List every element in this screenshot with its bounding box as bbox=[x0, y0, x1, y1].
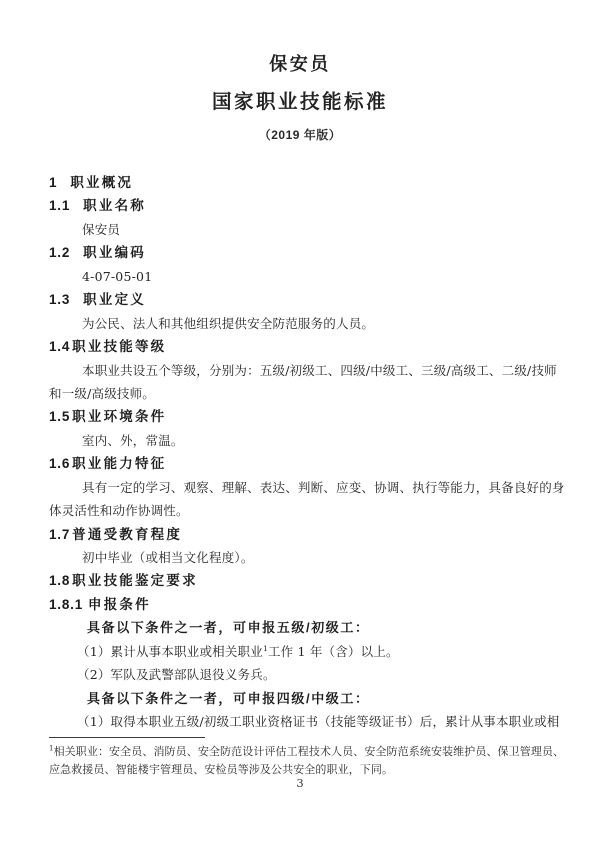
doc-paragraph-line bbox=[77, 640, 582, 663]
heading-number: 1.1 bbox=[49, 198, 71, 214]
doc-paragraph-line: 4-07-05-01 bbox=[82, 268, 153, 284]
heading-1.5 bbox=[49, 405, 582, 428]
heading-number: 1 bbox=[49, 175, 58, 190]
paragraph-text: （1）累计从事本职业或相关职业 bbox=[77, 643, 263, 659]
heading-number: 1.7 bbox=[49, 526, 71, 542]
doc-paragraph-line: 室内、外，常温。 bbox=[82, 432, 184, 448]
heading-number: 1.3 bbox=[49, 292, 71, 308]
page-number: 3 bbox=[296, 776, 304, 790]
document-body bbox=[49, 171, 582, 734]
heading-number: 1.8.1 bbox=[49, 596, 84, 612]
heading-number: 1.4 bbox=[49, 339, 71, 355]
heading-label: 职业能力特征 bbox=[72, 456, 167, 472]
heading-label: 申报条件 bbox=[88, 596, 151, 612]
heading-label: 职业技能鉴定要求 bbox=[72, 573, 198, 589]
doc-edition: （2019 年版） bbox=[258, 128, 342, 143]
heading-number: 1.5 bbox=[49, 409, 71, 425]
footnote-line-2: 应急救援员、智能楼宇管理员、安检员等涉及公共安全的职业，下同。 bbox=[49, 763, 394, 776]
heading-number: 1.2 bbox=[49, 245, 71, 261]
doc-paragraph-line: 为公民、法人和其他组织提供安全防范服务的人员。 bbox=[82, 315, 375, 331]
heading-1 bbox=[49, 171, 582, 194]
heading-1.6 bbox=[49, 452, 582, 475]
footnote-reference: 1 bbox=[262, 643, 268, 653]
heading-label: 职业环境条件 bbox=[72, 409, 167, 425]
heading-label: 职业编码 bbox=[83, 245, 146, 261]
doc-title: 保安员 bbox=[269, 54, 331, 74]
heading-1.3 bbox=[49, 288, 582, 311]
footnote-text-1: 相关职业：安全员、消防员、安全防范设计评估工程技术人员、安全防范系统安装维护员、保卫管理员、 bbox=[53, 745, 565, 758]
doc-paragraph-line: 具备以下条件之一者，可申报四级/中级工： bbox=[87, 690, 370, 706]
heading-label: 职业技能等级 bbox=[72, 339, 167, 355]
heading-1.4 bbox=[49, 335, 582, 358]
document-header bbox=[0, 55, 600, 143]
heading-number: 1.6 bbox=[49, 456, 71, 472]
heading-number: 1.8 bbox=[49, 573, 71, 589]
footnote-area bbox=[49, 737, 582, 779]
doc-paragraph-line: 体灵活性和动作协调性。 bbox=[49, 503, 189, 519]
doc-paragraph-line: 和一级/高级技师。 bbox=[49, 385, 156, 401]
doc-paragraph-line: 初中毕业（或相当文化程度）。 bbox=[82, 550, 254, 565]
doc-paragraph-line: （2）军队及武警部队退役义务兵。 bbox=[77, 667, 276, 683]
doc-paragraph-line: 具备以下条件之一者，可申报五级/初级工： bbox=[87, 620, 370, 636]
heading-1.8 bbox=[49, 569, 582, 592]
heading-label: 职业定义 bbox=[83, 292, 146, 308]
doc-paragraph-line: 保安员 bbox=[82, 221, 121, 237]
footnote-marker: 1 bbox=[49, 744, 54, 753]
heading-label: 职业名称 bbox=[83, 198, 146, 214]
doc-paragraph-line: 本职业共设五个等级，分别为：五级/初级工、四级/中级工、三级/高级工、二级/技师 bbox=[82, 362, 557, 378]
doc-paragraph-line: 具有一定的学习、观察、理解、表达、判断、应变、协调、执行等能力，具备良好的身 bbox=[82, 479, 565, 495]
doc-paragraph-line: （1）取得本职业五级/初级工职业资格证书（技能等级证书）后，累计从事本职业或相 bbox=[77, 714, 560, 730]
heading-1.1 bbox=[49, 194, 582, 217]
heading-1.7 bbox=[49, 523, 582, 546]
heading-1.2 bbox=[49, 241, 582, 264]
heading-1.8.1 bbox=[49, 593, 582, 616]
footnote-line-1 bbox=[49, 743, 582, 761]
heading-label: 普通受教育程度 bbox=[72, 526, 183, 542]
doc-subtitle: 国家职业技能标准 bbox=[211, 90, 388, 113]
heading-label: 职业概况 bbox=[70, 175, 134, 190]
footnote-divider bbox=[49, 737, 205, 738]
paragraph-text: 工作 1 年（含）以上。 bbox=[267, 643, 399, 659]
